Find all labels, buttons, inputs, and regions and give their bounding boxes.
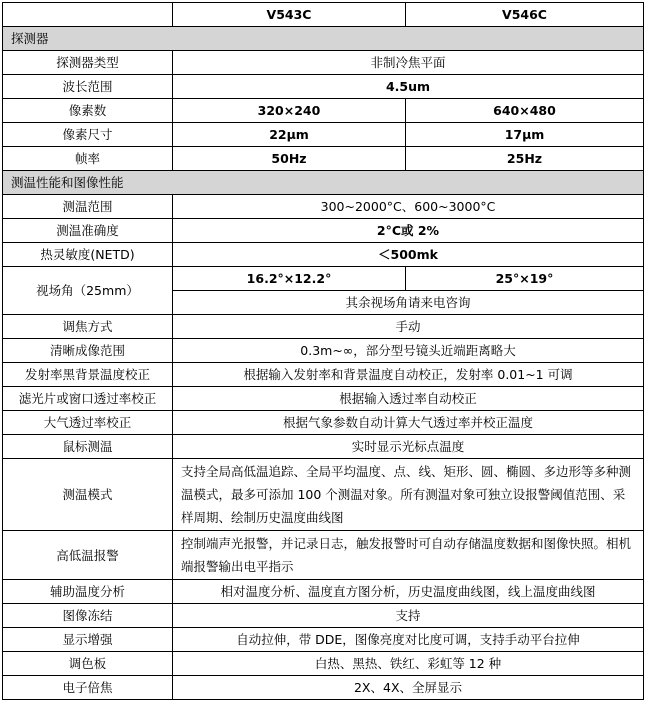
row-value-a: 320×240 [173, 99, 406, 123]
row-value: 支持全局高低温追踪、全局平均温度、点、线、矩形、圆、椭圆、多边形等多种测温模式，最多可添加 100 个测温对象。所有测温对象可独立设报警阈值范围、采样周期、绘制历史温度曲线图 [173, 459, 644, 531]
row-value: 非制冷焦平面 [173, 51, 644, 75]
table-row [3, 219, 644, 243]
row-label: 调色板 [3, 652, 173, 676]
row-value: 2X、4X、全屏显示 [173, 676, 644, 700]
row-label: 鼠标测温 [3, 435, 173, 459]
row-label: 显示增强 [3, 628, 173, 652]
row-value-note: 其余视场角请来电咨询 [173, 291, 644, 315]
model-b-header: V546C [406, 3, 644, 27]
table-row [3, 604, 644, 628]
row-label: 高低温报警 [3, 531, 173, 580]
row-label: 电子倍焦 [3, 676, 173, 700]
row-value-b: 25Hz [406, 147, 644, 171]
row-value: 实时显示光标点温度 [173, 435, 644, 459]
row-value-a: 16.2°×12.2° [173, 267, 406, 291]
row-value-b: 25°×19° [406, 267, 644, 291]
row-label: 清晰成像范围 [3, 339, 173, 363]
row-value-a: 50Hz [173, 147, 406, 171]
table-row [3, 363, 644, 387]
table-row [3, 195, 644, 219]
table-row [3, 411, 644, 435]
table-row [3, 99, 644, 123]
table-row [3, 628, 644, 652]
section-row-measurement [3, 171, 644, 195]
table-row [3, 387, 644, 411]
table-row [3, 459, 644, 531]
row-label: 测温模式 [3, 459, 173, 531]
spec-table [2, 2, 644, 700]
table-row [3, 51, 644, 75]
row-value: 白热、黑热、铁红、彩虹等 12 种 [173, 652, 644, 676]
row-value: 根据输入发射率和背景温度自动校正，发射率 0.01~1 可调 [173, 363, 644, 387]
row-value-a: 22μm [173, 123, 406, 147]
row-value-b: 640×480 [406, 99, 644, 123]
row-label: 像素数 [3, 99, 173, 123]
table-row [3, 123, 644, 147]
header-blank-cell [3, 3, 173, 27]
table-row [3, 580, 644, 604]
row-label: 发射率黑背景温度校正 [3, 363, 173, 387]
row-label: 大气透过率校正 [3, 411, 173, 435]
row-label: 图像冻结 [3, 604, 173, 628]
row-label: 探测器类型 [3, 51, 173, 75]
table-row [3, 435, 644, 459]
row-value: 手动 [173, 315, 644, 339]
table-row [3, 75, 644, 99]
row-label: 帧率 [3, 147, 173, 171]
section-row-detector [3, 27, 644, 51]
row-value: 300~2000°C、600~3000°C [173, 195, 644, 219]
row-value: 0.3m~∞，部分型号镜头近端距离略大 [173, 339, 644, 363]
row-value: 4.5um [173, 75, 644, 99]
row-value: 2°C或 2% [173, 219, 644, 243]
row-value: 相对温度分析、温度直方图分析，历史温度曲线图，线上温度曲线图 [173, 580, 644, 604]
table-row [3, 243, 644, 267]
table-row [3, 652, 644, 676]
header-row [3, 3, 644, 27]
row-label: 测温准确度 [3, 219, 173, 243]
row-label: 视场角（25mm） [3, 267, 173, 315]
row-value: ＜500mk [173, 243, 644, 267]
row-value: 控制端声光报警，并记录日志，触发报警时可自动存储温度数据和图像快照。相机端报警输出电平指示 [173, 531, 644, 580]
table-row [3, 315, 644, 339]
model-a-header: V543C [173, 3, 406, 27]
table-row [3, 531, 644, 580]
table-row [3, 147, 644, 171]
row-label: 测温范围 [3, 195, 173, 219]
table-row [3, 676, 644, 700]
row-label: 热灵敏度(NETD) [3, 243, 173, 267]
row-label: 波长范围 [3, 75, 173, 99]
row-label: 调焦方式 [3, 315, 173, 339]
table-row [3, 267, 644, 291]
row-value: 自动拉伸，带 DDE，图像亮度对比度可调，支持手动平台拉伸 [173, 628, 644, 652]
row-value: 根据输入透过率自动校正 [173, 387, 644, 411]
row-value: 根据气象参数自动计算大气透过率并校正温度 [173, 411, 644, 435]
section-title-measurement: 测温性能和图像性能 [3, 171, 644, 195]
row-label: 像素尺寸 [3, 123, 173, 147]
row-label: 辅助温度分析 [3, 580, 173, 604]
row-value-b: 17μm [406, 123, 644, 147]
row-value: 支持 [173, 604, 644, 628]
section-title-detector: 探测器 [3, 27, 644, 51]
row-label: 滤光片或窗口透过率校正 [3, 387, 173, 411]
table-row [3, 339, 644, 363]
